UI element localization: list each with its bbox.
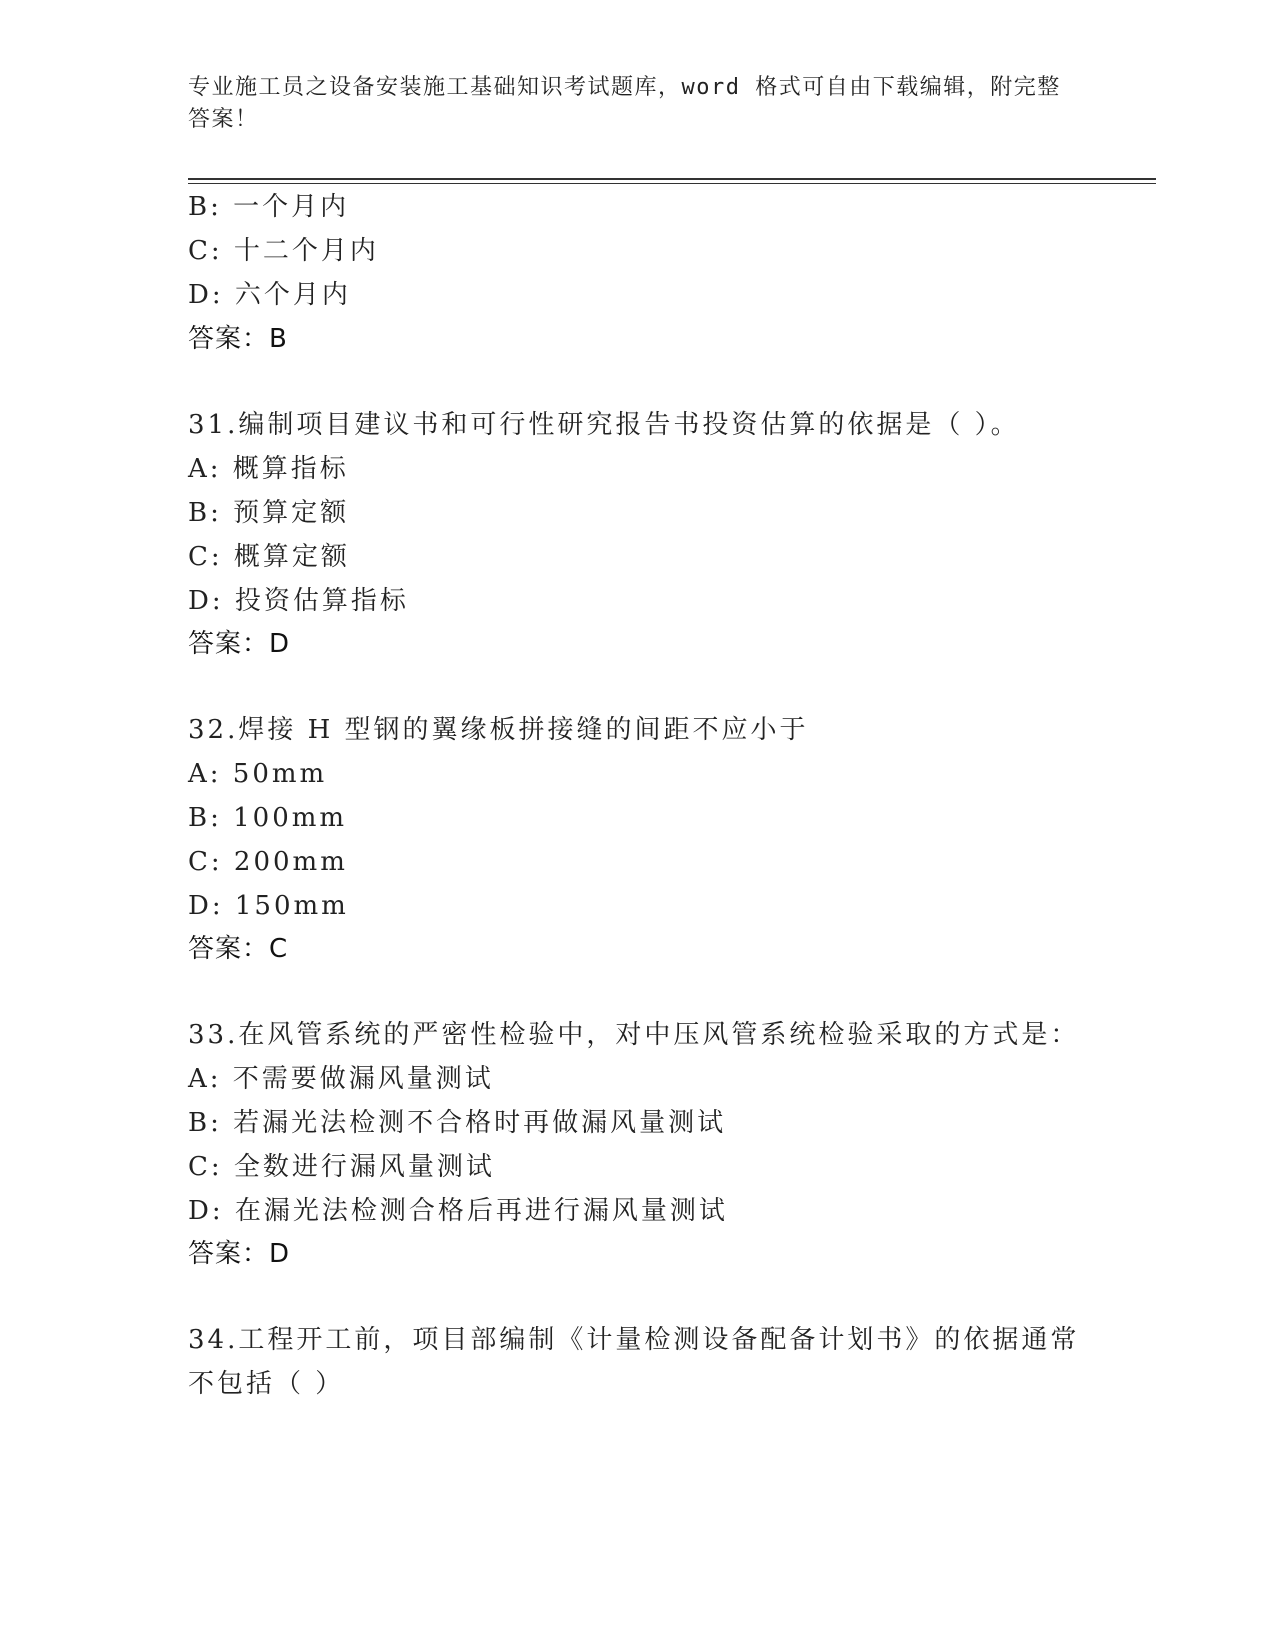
document-header: 专业施工员之设备安装施工基础知识考试题库，word 格式可自由下载编辑，附完整答案！ (188, 75, 1061, 132)
question-31: 31.编制项目建议书和可行性研究报告书投资估算的依据是（ ）。 (188, 410, 1020, 440)
answer-label: 答案：D (188, 629, 291, 659)
option-b: B: 一个月内 (188, 192, 350, 222)
option-c: C: 概算定额 (188, 542, 350, 572)
answer-label: 答案：D (188, 1239, 291, 1269)
option-a: A: 50mm (188, 759, 328, 789)
question-34-line-2: 不包括（ ） (188, 1369, 345, 1399)
option-a: A: 概算指标 (188, 454, 349, 484)
option-d: D: 投资估算指标 (188, 586, 409, 616)
question-33: 33.在风管系统的严密性检验中，对中压风管系统检验采取的方式是： (188, 1020, 1080, 1050)
question-32: 32.焊接 H 型钢的翼缘板拼接缝的间距不应小于 (188, 715, 809, 745)
answer-label: 答案：B (188, 324, 288, 354)
answer-label: 答案：C (188, 934, 289, 964)
option-c: C: 十二个月内 (188, 236, 379, 266)
option-d: D: 150mm (188, 891, 349, 921)
option-c: C: 200mm (188, 847, 348, 877)
option-d: D: 在漏光法检测合格后再进行漏风量测试 (188, 1196, 728, 1226)
option-b: B: 预算定额 (188, 498, 350, 528)
option-b: B: 若漏光法检测不合格时再做漏风量测试 (188, 1108, 727, 1138)
option-a: A: 不需要做漏风量测试 (188, 1064, 494, 1094)
option-b: B: 100mm (188, 803, 348, 833)
question-34-line-1: 34.工程开工前，项目部编制《计量检测设备配备计划书》的依据通常 (188, 1325, 1080, 1355)
header-divider-thick (188, 178, 1156, 180)
header-divider-thin (188, 183, 1156, 184)
option-c: C: 全数进行漏风量测试 (188, 1152, 495, 1182)
option-d: D: 六个月内 (188, 280, 351, 310)
